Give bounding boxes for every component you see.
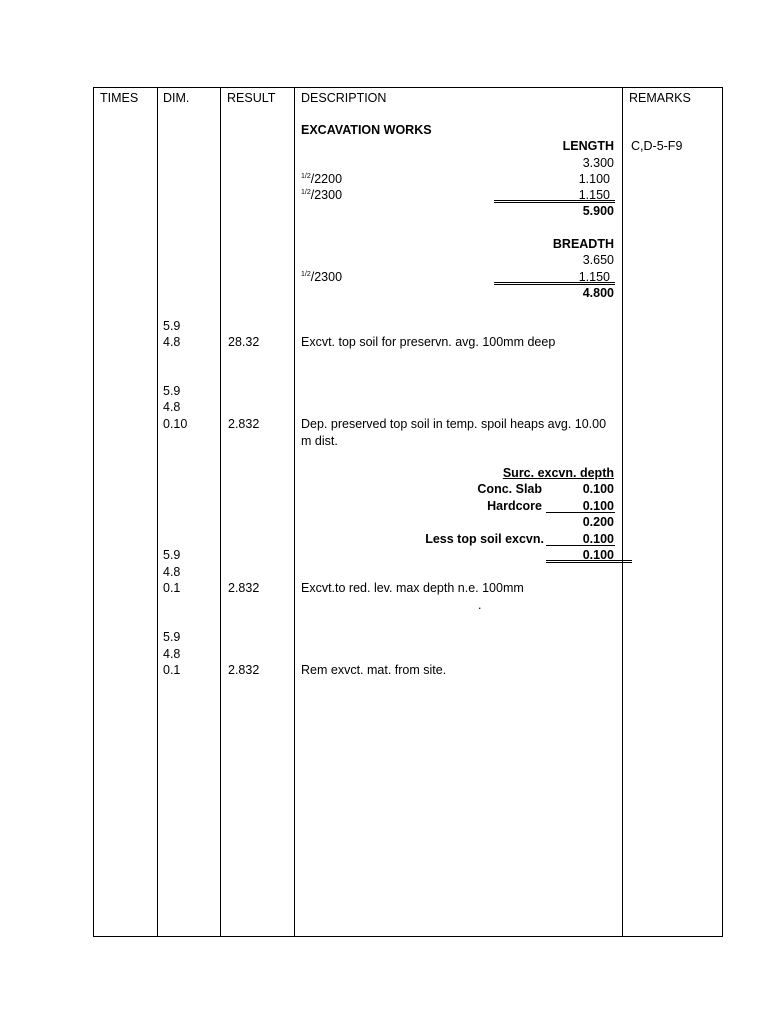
length-label: LENGTH bbox=[562, 139, 614, 153]
remarks-reference: C,D-5-F9 bbox=[631, 139, 683, 153]
breadth-fraction-1: $^{1/2}$/2300 bbox=[301, 270, 343, 284]
item-1-result: 28.32 bbox=[228, 335, 260, 349]
depth-calc-conc-slab-label: Conc. Slab bbox=[477, 482, 542, 496]
length-fraction-1: $^{1/2}$/2200 bbox=[301, 172, 343, 186]
item-2-result: 2.832 bbox=[228, 417, 260, 431]
depth-calc-result: 0.100 bbox=[582, 548, 614, 562]
item-4-dim-3: 0.1 bbox=[163, 663, 181, 677]
column-divider bbox=[220, 88, 221, 936]
depth-calc-less-value: 0.100 bbox=[582, 532, 614, 546]
quantities-sheet bbox=[93, 87, 723, 937]
item-4-result: 2.832 bbox=[228, 663, 260, 677]
item-3-description: Excvt.to red. lev. max depth n.e. 100mm bbox=[301, 581, 524, 595]
length-value-3: 1.150 bbox=[578, 188, 610, 202]
header-dim: DIM. bbox=[163, 91, 190, 105]
depth-calc-hardcore-label: Hardcore bbox=[487, 499, 542, 513]
item-1-dim-1: 5.9 bbox=[163, 319, 181, 333]
depth-calc-title: Surc. excvn. depth bbox=[502, 466, 614, 480]
item-2-description-line-1: Dep. preserved top soil in temp. spoil heaps avg. 10.00 bbox=[301, 417, 607, 431]
breadth-label: BREADTH bbox=[552, 237, 614, 251]
depth-calc-subtotal: 0.200 bbox=[582, 515, 614, 529]
section-title: EXCAVATION WORKS bbox=[301, 123, 432, 137]
breadth-value-2: 1.150 bbox=[578, 270, 610, 284]
column-divider bbox=[294, 88, 295, 936]
breadth-value-1: 3.650 bbox=[582, 253, 614, 267]
item-3-dim-1: 5.9 bbox=[163, 548, 181, 562]
depth-calc-less-label: Less top soil excvn. bbox=[425, 532, 544, 546]
item-4-dim-2: 4.8 bbox=[163, 647, 181, 661]
depth-calc-hardcore-value: 0.100 bbox=[582, 499, 614, 513]
header-description: DESCRIPTION bbox=[301, 91, 387, 105]
length-fraction-2: $^{1/2}$/2300 bbox=[301, 188, 343, 202]
item-3-dot: . bbox=[478, 598, 482, 612]
item-2-dim-3: 0.10 bbox=[163, 417, 188, 431]
item-2-description-line-2: m dist. bbox=[301, 434, 338, 448]
double-rule bbox=[546, 560, 632, 563]
header-result: RESULT bbox=[227, 91, 276, 105]
depth-calc-conc-slab-value: 0.100 bbox=[582, 482, 614, 496]
item-1-description: Excvt. top soil for preservn. avg. 100mm deep bbox=[301, 335, 556, 349]
item-4-description: Rem exvct. mat. from site. bbox=[301, 663, 447, 677]
breadth-total: 4.800 bbox=[582, 286, 614, 300]
item-3-result: 2.832 bbox=[228, 581, 260, 595]
length-total: 5.900 bbox=[582, 204, 614, 218]
header-times: TIMES bbox=[100, 91, 139, 105]
item-4-dim-1: 5.9 bbox=[163, 630, 181, 644]
column-divider bbox=[622, 88, 623, 936]
column-divider bbox=[157, 88, 158, 936]
header-remarks: REMARKS bbox=[629, 91, 691, 105]
item-3-dim-2: 4.8 bbox=[163, 565, 181, 579]
length-value-1: 3.300 bbox=[582, 156, 614, 170]
item-2-dim-2: 4.8 bbox=[163, 400, 181, 414]
item-1-dim-2: 4.8 bbox=[163, 335, 181, 349]
item-2-dim-1: 5.9 bbox=[163, 384, 181, 398]
item-3-dim-3: 0.1 bbox=[163, 581, 181, 595]
length-value-2: 1.100 bbox=[578, 172, 610, 186]
